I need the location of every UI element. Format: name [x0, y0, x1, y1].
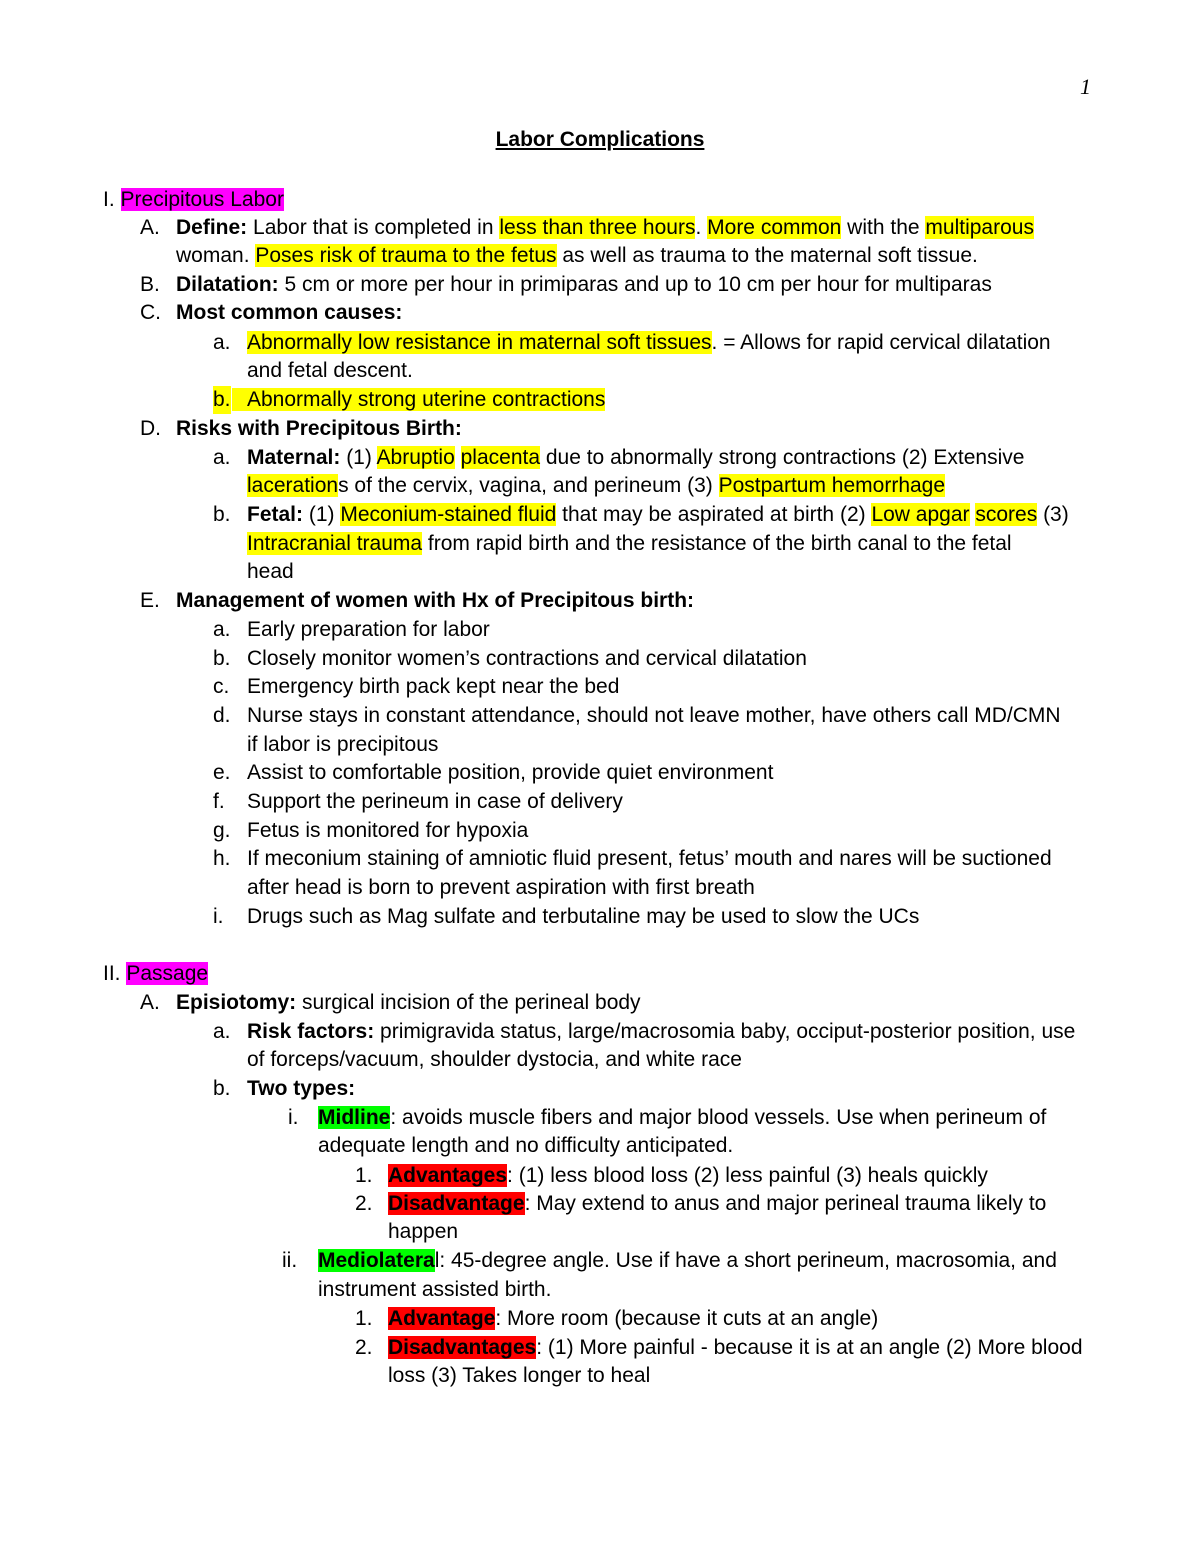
- text: due to abnormally strong contractions (2) Extensive: [540, 446, 1025, 469]
- highlight: scores: [975, 503, 1038, 526]
- list-marker: f.: [213, 790, 225, 813]
- list-marker: c.: [213, 675, 230, 698]
- advantages-line: [388, 1162, 988, 1190]
- list-item: Support the perineum in case of delivery: [247, 790, 623, 813]
- list-marker: a.: [213, 331, 231, 354]
- list-marker: b.: [213, 1077, 231, 1100]
- highlight: laceration: [247, 474, 339, 497]
- highlight: Postpartum hemorrhage: [718, 474, 946, 497]
- highlight: placenta: [460, 446, 541, 469]
- text: .: [695, 216, 708, 239]
- cause-item-cont: and fetal descent.: [247, 359, 413, 382]
- list-marker: B.: [140, 273, 160, 296]
- list-marker: ii.: [282, 1249, 298, 1272]
- text: with the: [841, 216, 926, 239]
- highlight: Abnormally strong uterine contractions: [232, 388, 605, 411]
- risk-factors-label: Risk factors:: [247, 1020, 375, 1043]
- section-number: I.: [103, 188, 115, 211]
- midline-line: [318, 1104, 1046, 1132]
- text: . = Allows for rapid cervical dilatation: [711, 331, 1051, 354]
- list-marker: i.: [288, 1106, 299, 1129]
- highlight: Mediolatera: [318, 1249, 435, 1272]
- disadvantages-line: [388, 1334, 1083, 1362]
- section-heading: Precipitous Labor: [120, 188, 284, 211]
- fetal-line-2: [247, 530, 1012, 558]
- text: : May extend to anus and major perineal trauma likely to: [524, 1192, 1047, 1215]
- text: : More room (because it cuts at an angle): [495, 1307, 879, 1330]
- text: : avoids muscle fibers and major blood vessels. Use when perineum of: [390, 1106, 1047, 1129]
- section-2-heading-line: [103, 960, 208, 988]
- risks-label: Risks with Precipitous Birth:: [176, 417, 462, 440]
- maternal-label: Maternal:: [247, 446, 341, 469]
- two-types-label: Two types:: [247, 1077, 356, 1100]
- list-marker: b.: [213, 503, 231, 526]
- mediolateral-line: [318, 1247, 1057, 1275]
- highlight: Midline: [318, 1106, 391, 1129]
- maternal-line-2: [247, 472, 945, 500]
- highlight: Advantages: [388, 1164, 508, 1187]
- list-item: Closely monitor women’s contractions and cervical dilatation: [247, 647, 807, 670]
- list-item: Early preparation for labor: [247, 618, 490, 641]
- highlight: multiparous: [925, 216, 1034, 239]
- list-marker: 1.: [355, 1307, 373, 1330]
- list-item: If meconium staining of amniotic fluid present, fetus’ mouth and nares will be suctioned: [247, 847, 1052, 870]
- list-marker: A.: [140, 216, 160, 239]
- page-number: 1: [1080, 74, 1091, 99]
- text: that may be aspirated at birth (2): [556, 503, 872, 526]
- highlight: less than three hours: [499, 216, 696, 239]
- highlight: More common: [707, 216, 842, 239]
- text: woman.: [176, 244, 256, 267]
- list-marker: g.: [213, 819, 231, 842]
- highlight: Abnormally low resistance in maternal soft tissues: [247, 331, 712, 354]
- list-item-cont: if labor is precipitous: [247, 733, 439, 756]
- mediolateral-cont: instrument assisted birth.: [318, 1278, 552, 1301]
- text: Labor that is completed in: [247, 216, 500, 239]
- list-marker: b.: [213, 386, 231, 414]
- list-marker: 2.: [355, 1192, 373, 1215]
- list-marker: d.: [213, 704, 231, 727]
- list-item: Drugs such as Mag sulfate and terbutaline may be used to slow the UCs: [247, 905, 920, 928]
- highlight: Intracranial trauma: [247, 532, 423, 555]
- text: s of the cervix, vagina, and perineum (3): [338, 474, 719, 497]
- maternal-line: [247, 444, 1024, 472]
- define-line: [176, 214, 1034, 242]
- episiotomy-label: Episiotomy:: [176, 991, 297, 1014]
- text: (1): [303, 503, 341, 526]
- disadvantage-line: [388, 1190, 1046, 1218]
- fetal-line-3: head: [247, 560, 294, 583]
- list-marker: C.: [140, 301, 161, 324]
- midline-cont: adequate length and no difficulty anticipated.: [318, 1134, 734, 1157]
- list-marker: a.: [213, 446, 231, 469]
- management-label: Management of women with Hx of Precipitous birth:: [176, 589, 695, 612]
- advantage-line: [388, 1305, 878, 1333]
- text: : (1) less blood loss (2) less painful (3) heals quickly: [507, 1164, 988, 1187]
- dilatation-label: Dilatation:: [176, 273, 279, 296]
- define-line-2: [176, 242, 978, 270]
- list-marker: 1.: [355, 1164, 373, 1187]
- fetal-label: Fetal:: [247, 503, 304, 526]
- episiotomy-line: [176, 989, 641, 1017]
- text: as well as trauma to the maternal soft tissue.: [556, 244, 978, 267]
- disadvantages-cont: loss (3) Takes longer to heal: [388, 1364, 651, 1387]
- list-marker: A.: [140, 991, 160, 1014]
- text: (3): [1037, 503, 1069, 526]
- list-marker: D.: [140, 417, 161, 440]
- text: l: 45-degree angle. Use if have a short perineum, macrosomia, and: [434, 1249, 1057, 1272]
- list-item: Fetus is monitored for hypoxia: [247, 819, 529, 842]
- list-marker: b.: [213, 647, 231, 670]
- cause-item: [247, 329, 1051, 357]
- list-item-cont: after head is born to prevent aspiration with first breath: [247, 876, 755, 899]
- cause-item: [232, 386, 605, 414]
- disadvantage-cont: happen: [388, 1220, 459, 1243]
- list-marker: h.: [213, 847, 231, 870]
- highlight: Advantage: [388, 1307, 496, 1330]
- text: surgical incision of the perineal body: [296, 991, 641, 1014]
- highlight: Disadvantages: [388, 1336, 537, 1359]
- highlight: Low apgar: [871, 503, 970, 526]
- text: from rapid birth and the resistance of the birth canal to the fetal: [422, 532, 1012, 555]
- list-marker: a.: [213, 618, 231, 641]
- text: primigravida status, large/macrosomia baby, occiput-posterior position, use: [374, 1020, 1076, 1043]
- highlight: Meconium-stained fluid: [340, 503, 557, 526]
- causes-label: Most common causes:: [176, 301, 403, 324]
- text: 5 cm or more per hour in primiparas and up to 10 cm per hour for multiparas: [278, 273, 992, 296]
- section-heading: Passage: [126, 962, 209, 985]
- list-marker: E.: [140, 589, 160, 612]
- risk-factors-line: [247, 1018, 1075, 1046]
- list-marker: e.: [213, 761, 231, 784]
- fetal-line: [247, 501, 1069, 529]
- list-marker: 2.: [355, 1336, 373, 1359]
- highlight: Disadvantage: [388, 1192, 525, 1215]
- define-label: Define:: [176, 216, 248, 239]
- list-marker: a.: [213, 1020, 231, 1043]
- list-item: Nurse stays in constant attendance, should not leave mother, have others call MD/CMN: [247, 704, 1061, 727]
- list-marker: i.: [213, 905, 224, 928]
- highlight: Poses risk of trauma to the fetus: [255, 244, 557, 267]
- section-number: II.: [103, 962, 121, 985]
- highlight: Abruptio: [376, 446, 455, 469]
- text: : (1) More painful - because it is at an angle (2) More blood: [536, 1336, 1083, 1359]
- risk-factors-cont: of forceps/vacuum, shoulder dystocia, and white race: [247, 1048, 742, 1071]
- dilatation-line: [176, 271, 992, 299]
- section-1-heading-line: [103, 186, 284, 214]
- document-title: Labor Complications: [495, 128, 705, 151]
- list-item: Assist to comfortable position, provide quiet environment: [247, 761, 774, 784]
- text: (1): [340, 446, 377, 469]
- list-item: Emergency birth pack kept near the bed: [247, 675, 620, 698]
